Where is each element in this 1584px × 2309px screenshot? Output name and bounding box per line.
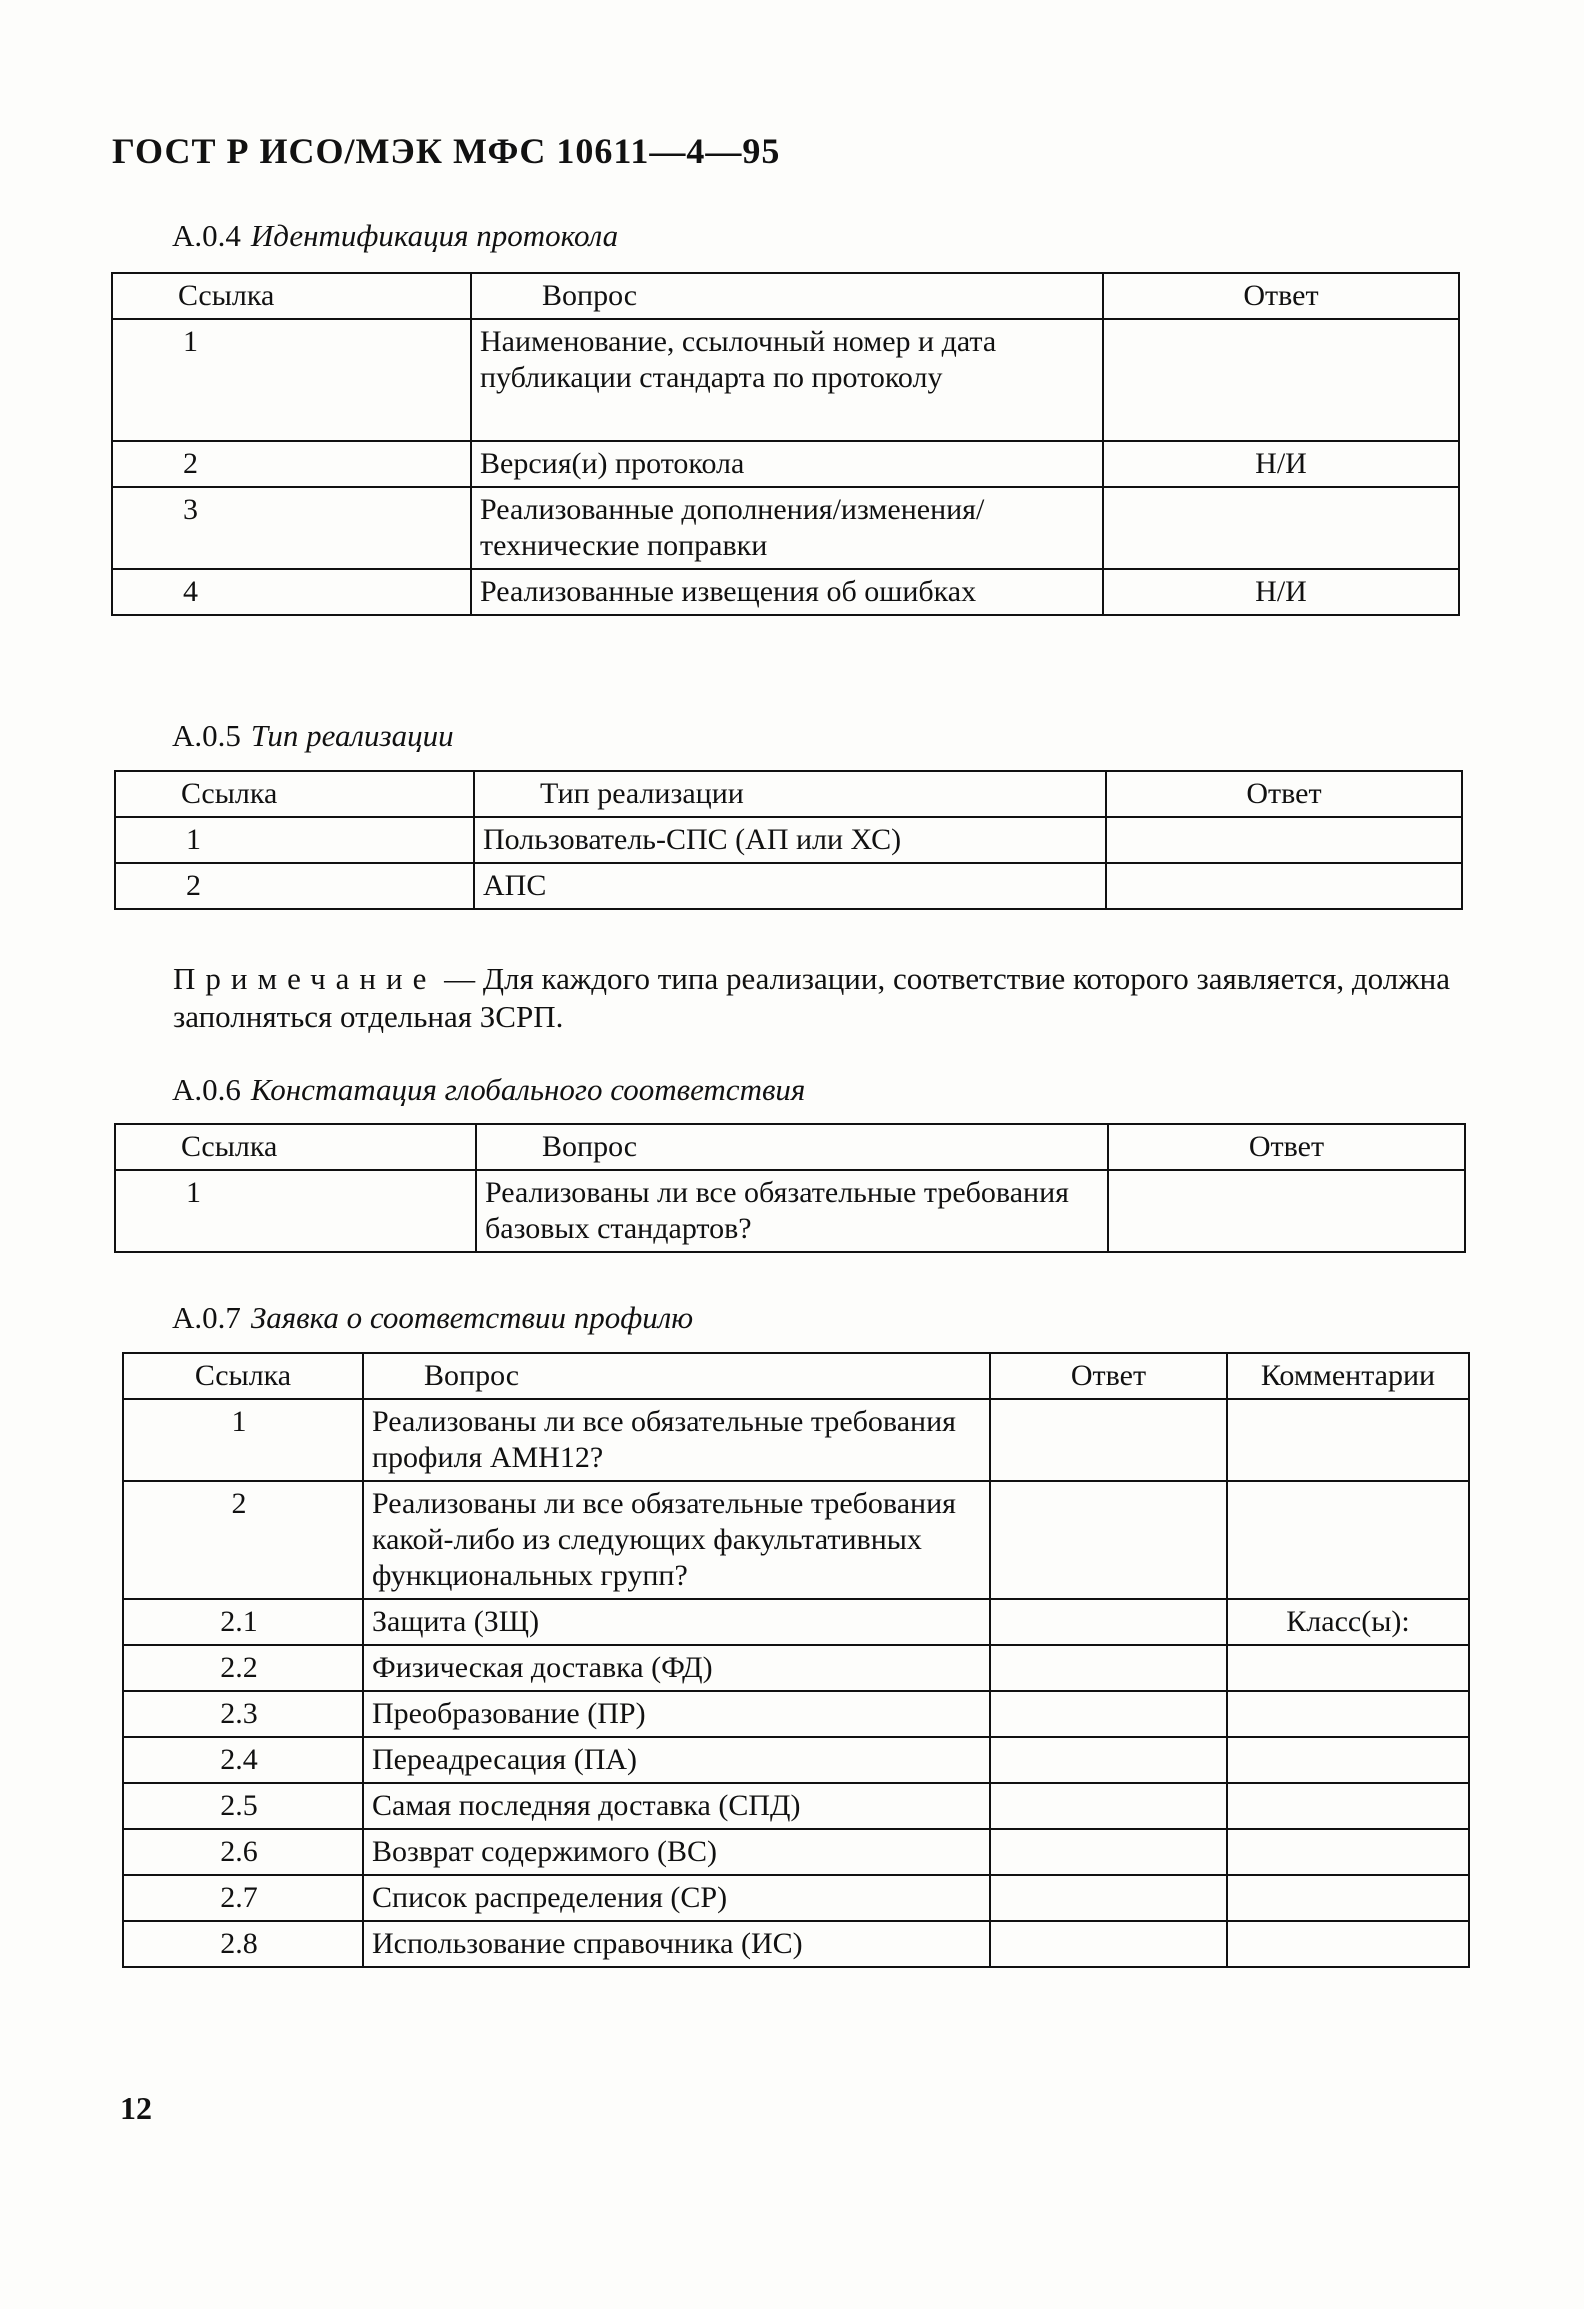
section-title-a04	[172, 218, 618, 254]
cell-question: Реализованные извещения об ошибках	[471, 569, 1103, 615]
table-row	[112, 319, 1459, 441]
cell-question: Наименование, ссылочный номер и дата публикации стандарта по протоколу	[471, 319, 1103, 441]
column-header-answer: Ответ	[1103, 273, 1459, 319]
cell-question: Возврат содержимого (ВС)	[363, 1829, 990, 1875]
document-header: ГОСТ Р ИСО/МЭК МФС 10611—4—95	[112, 131, 781, 171]
cell-answer[interactable]	[990, 1691, 1227, 1737]
cell-answer[interactable]	[1106, 817, 1462, 863]
section-name: Заявка о соответствии профилю	[250, 1300, 694, 1335]
note-text: — Для каждого типа реализации, соответствие которого заявляется, должна заполняться отдельная ЗСРП.	[173, 961, 1450, 1034]
cell-comment[interactable]	[1227, 1399, 1469, 1481]
table-row	[123, 1645, 1469, 1691]
table-row	[115, 817, 1462, 863]
cell-comment[interactable]: Класс(ы):	[1227, 1599, 1469, 1645]
cell-answer[interactable]	[990, 1481, 1227, 1599]
column-header-ref: Ссылка	[123, 1353, 363, 1399]
cell-question: Преобразование (ПР)	[363, 1691, 990, 1737]
cell-answer[interactable]	[990, 1783, 1227, 1829]
column-header-answer: Ответ	[1108, 1124, 1465, 1170]
cell-comment[interactable]	[1227, 1645, 1469, 1691]
cell-ref: 2.8	[123, 1921, 363, 1967]
table-header-row	[115, 771, 1462, 817]
column-header-answer: Ответ	[1106, 771, 1462, 817]
cell-answer[interactable]	[1108, 1170, 1465, 1252]
cell-answer[interactable]: Н/И	[1103, 441, 1459, 487]
section-title-a05	[172, 718, 454, 754]
cell-ref: 1	[112, 319, 471, 441]
cell-question: Реализованы ли все обязательные требования базовых стандартов?	[476, 1170, 1108, 1252]
section-title-a07	[172, 1300, 693, 1336]
table-header-row	[123, 1353, 1469, 1399]
cell-ref: 2.3	[123, 1691, 363, 1737]
cell-ref: 1	[115, 1170, 476, 1252]
cell-ref: 2	[123, 1481, 363, 1599]
column-header-ref: Ссылка	[115, 1124, 476, 1170]
cell-answer[interactable]	[990, 1737, 1227, 1783]
cell-comment[interactable]	[1227, 1737, 1469, 1783]
table-row	[123, 1599, 1469, 1645]
cell-answer[interactable]: Н/И	[1103, 569, 1459, 615]
table-profile-conformance	[122, 1352, 1470, 1968]
cell-comment[interactable]	[1227, 1921, 1469, 1967]
cell-answer[interactable]	[1103, 487, 1459, 569]
table-global-conformance	[114, 1123, 1466, 1253]
column-header-question: Вопрос	[476, 1124, 1108, 1170]
cell-ref: 2	[115, 863, 474, 909]
table-row	[123, 1737, 1469, 1783]
table-row	[115, 863, 1462, 909]
table-row	[123, 1875, 1469, 1921]
table-row	[123, 1481, 1469, 1599]
cell-ref: 1	[123, 1399, 363, 1481]
cell-question: Версия(и) протокола	[471, 441, 1103, 487]
cell-question: Реализованы ли все обязательные требования какой-либо из следующих факультативных функциональных групп?	[363, 1481, 990, 1599]
column-header-ref: Ссылка	[115, 771, 474, 817]
column-header-answer: Ответ	[990, 1353, 1227, 1399]
table-row	[123, 1921, 1469, 1967]
table-row	[112, 487, 1459, 569]
section-number: А.0.5	[172, 718, 241, 753]
cell-comment[interactable]	[1227, 1829, 1469, 1875]
table-row	[123, 1691, 1469, 1737]
cell-answer[interactable]	[990, 1921, 1227, 1967]
cell-answer[interactable]	[990, 1645, 1227, 1691]
cell-ref: 2.7	[123, 1875, 363, 1921]
cell-answer[interactable]	[1106, 863, 1462, 909]
cell-question: Использование справочника (ИС)	[363, 1921, 990, 1967]
cell-comment[interactable]	[1227, 1783, 1469, 1829]
section-number: А.0.6	[172, 1072, 241, 1107]
cell-ref: 4	[112, 569, 471, 615]
note-paragraph	[173, 960, 1463, 1036]
table-protocol-identification	[111, 272, 1460, 616]
cell-answer[interactable]	[990, 1875, 1227, 1921]
table-row	[123, 1399, 1469, 1481]
section-name: Идентификация протокола	[250, 218, 619, 253]
cell-question: Физическая доставка (ФД)	[363, 1645, 990, 1691]
column-header-comments: Комментарии	[1227, 1353, 1469, 1399]
table-row	[112, 569, 1459, 615]
cell-ref: 2.5	[123, 1783, 363, 1829]
section-number: А.0.7	[172, 1300, 241, 1335]
cell-ref: 2.1	[123, 1599, 363, 1645]
cell-ref: 2.2	[123, 1645, 363, 1691]
cell-comment[interactable]	[1227, 1481, 1469, 1599]
cell-ref: 2	[112, 441, 471, 487]
cell-question: Переадресация (ПА)	[363, 1737, 990, 1783]
table-row	[123, 1783, 1469, 1829]
section-name: Тип реализации	[250, 718, 454, 753]
cell-answer[interactable]	[990, 1829, 1227, 1875]
column-header-type: Тип реализации	[474, 771, 1106, 817]
cell-answer[interactable]	[990, 1599, 1227, 1645]
table-row	[123, 1829, 1469, 1875]
page-number: 12	[120, 2090, 152, 2126]
cell-answer[interactable]	[990, 1399, 1227, 1481]
cell-question: Защита (ЗЩ)	[363, 1599, 990, 1645]
cell-ref: 1	[115, 817, 474, 863]
cell-ref: 2.6	[123, 1829, 363, 1875]
cell-question: Реализованные дополнения/изменения/технические поправки	[471, 487, 1103, 569]
cell-question: Самая последняя доставка (СПД)	[363, 1783, 990, 1829]
cell-comment[interactable]	[1227, 1691, 1469, 1737]
cell-comment[interactable]	[1227, 1875, 1469, 1921]
column-header-question: Вопрос	[471, 273, 1103, 319]
table-header-row	[112, 273, 1459, 319]
note-label: Примечание	[173, 961, 437, 996]
column-header-ref: Ссылка	[112, 273, 471, 319]
column-header-question: Вопрос	[363, 1353, 990, 1399]
table-implementation-type	[114, 770, 1463, 910]
cell-ref: 3	[112, 487, 471, 569]
cell-question: Реализованы ли все обязательные требования профиля АМН12?	[363, 1399, 990, 1481]
cell-type: АПС	[474, 863, 1106, 909]
table-row	[115, 1170, 1465, 1252]
table-header-row	[115, 1124, 1465, 1170]
cell-type: Пользователь-СПС (АП или ХС)	[474, 817, 1106, 863]
cell-ref: 2.4	[123, 1737, 363, 1783]
cell-answer[interactable]	[1103, 319, 1459, 441]
section-number: А.0.4	[172, 218, 241, 253]
section-name: Констатация глобального соответствия	[250, 1072, 806, 1107]
section-title-a06	[172, 1072, 805, 1108]
cell-question: Список распределения (СР)	[363, 1875, 990, 1921]
table-row	[112, 441, 1459, 487]
